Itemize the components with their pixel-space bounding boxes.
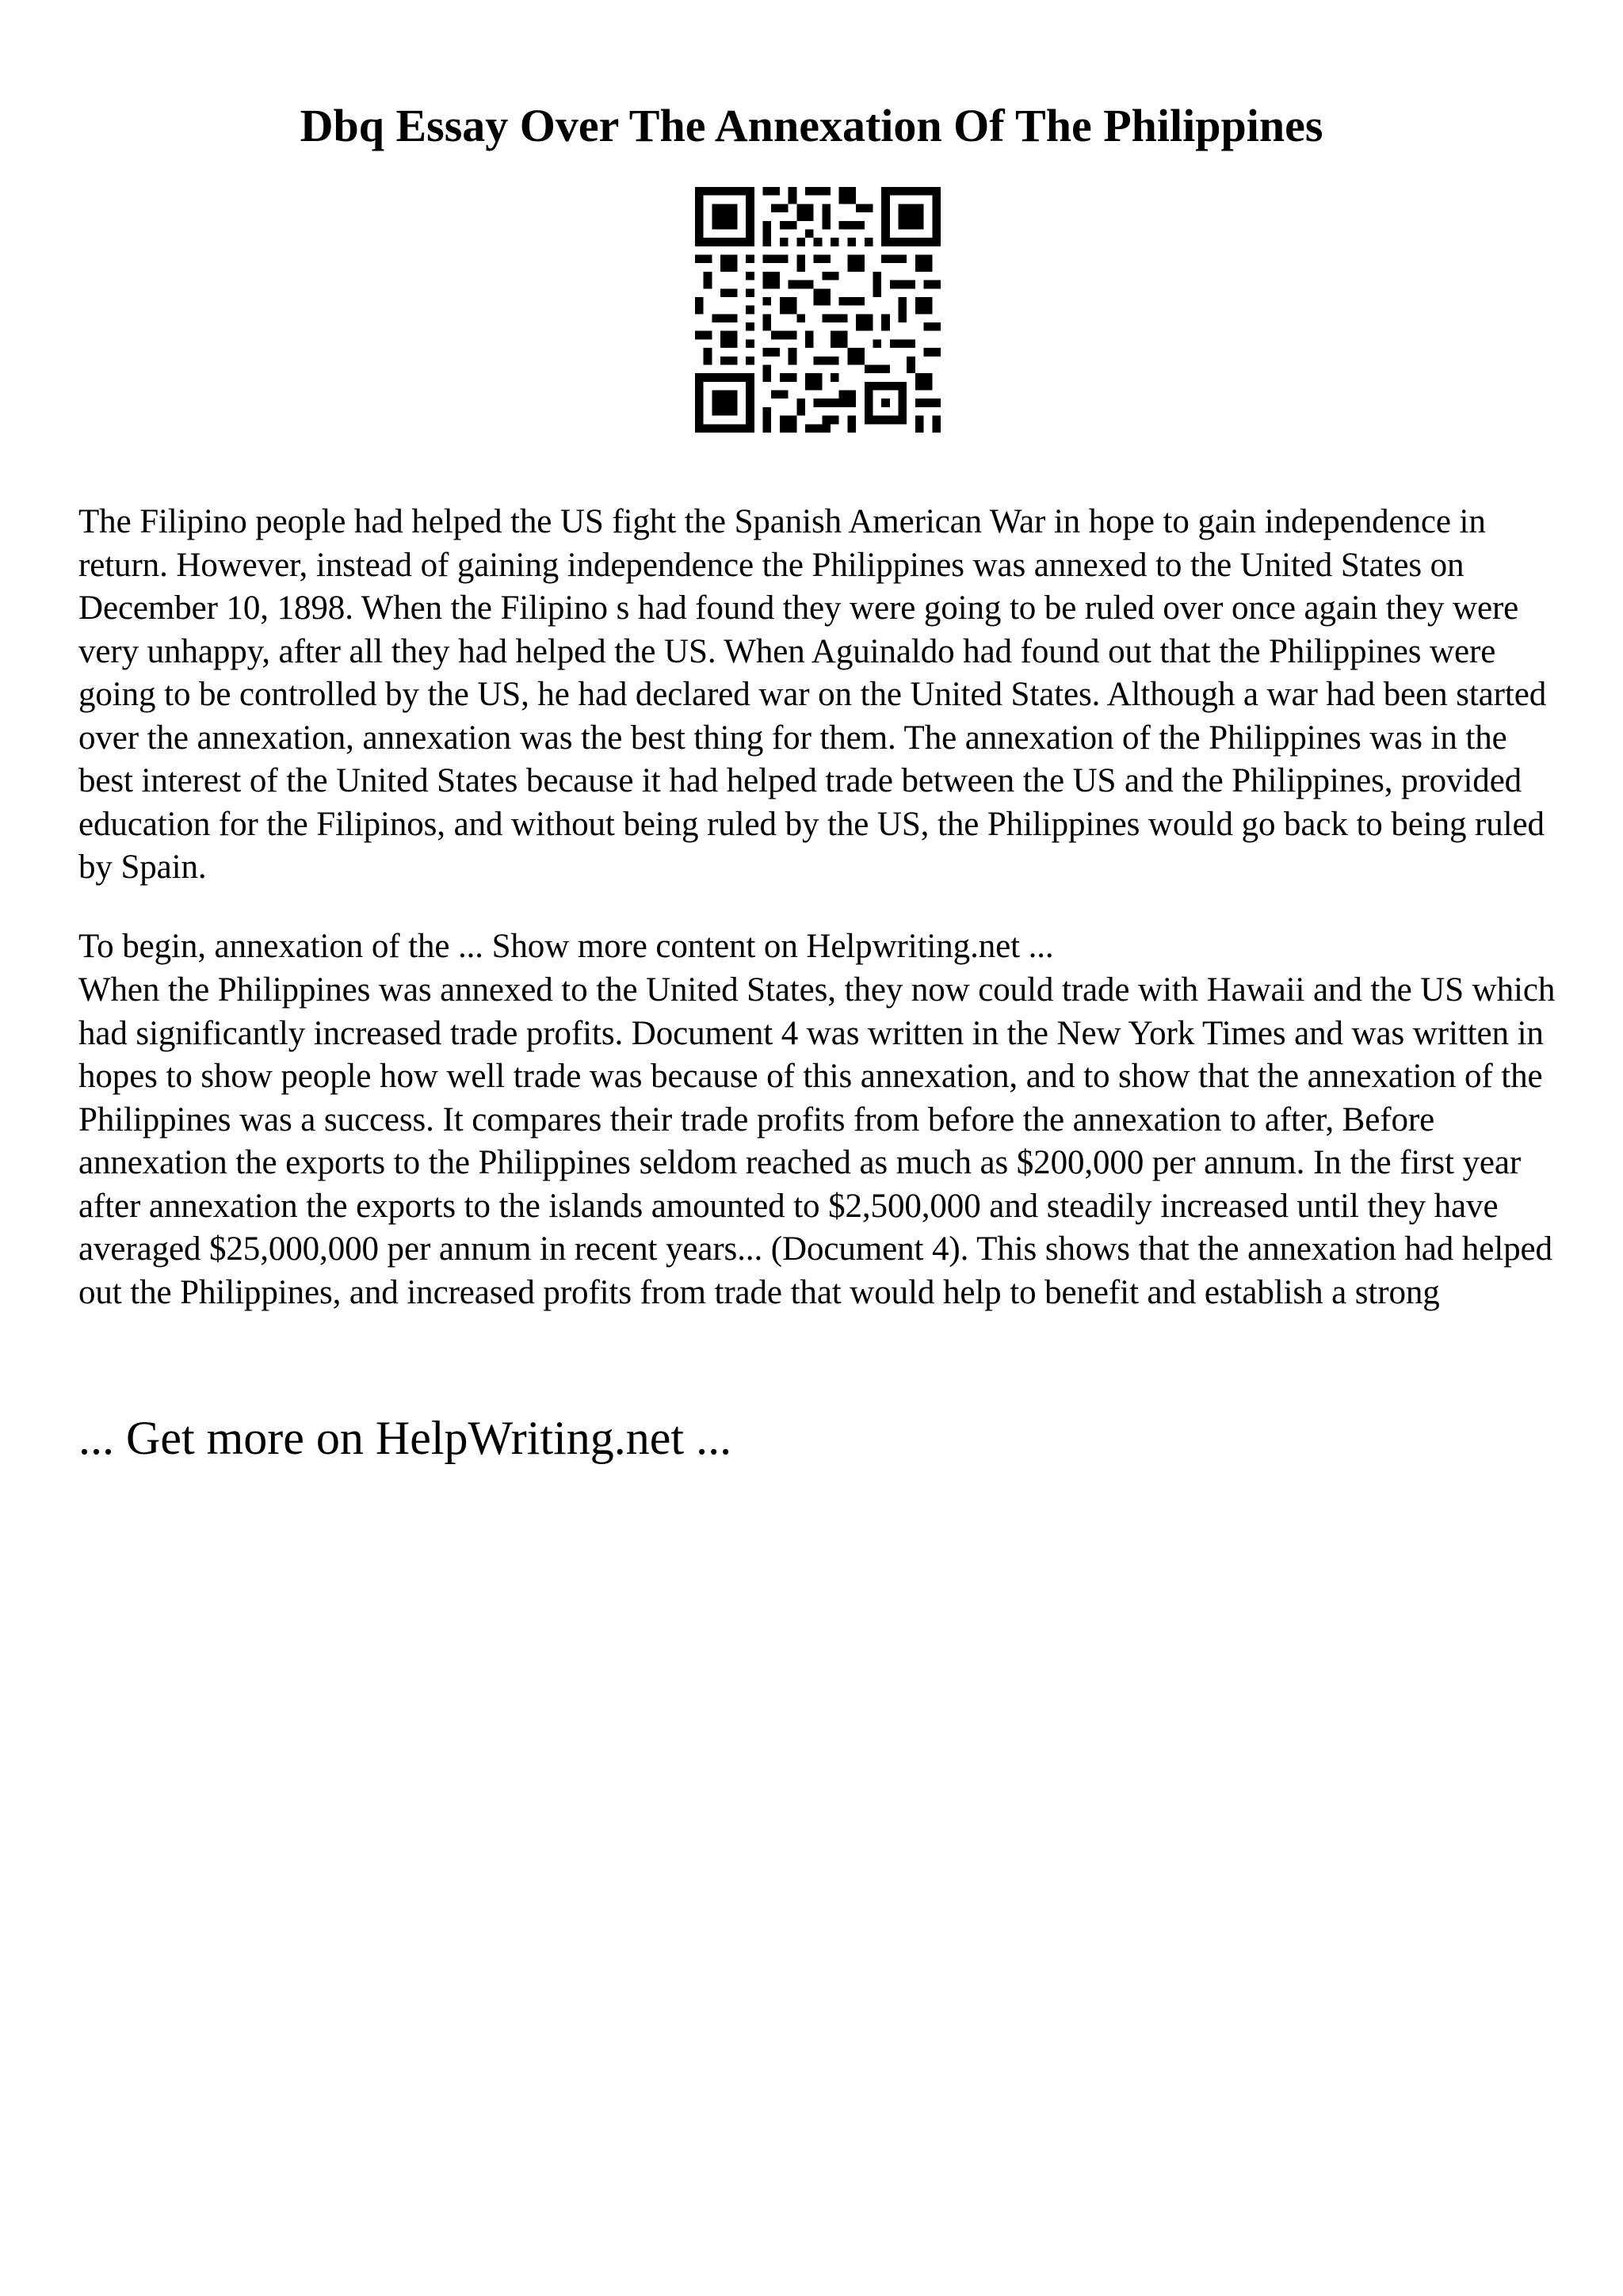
qr-code-icon bbox=[695, 187, 941, 433]
essay-paragraph-1: The Filipino people had helped the US fight the Spanish American War in hope to gain independence in return. However, instead of gaining independence the Philippines was annexed to the United States on December 10, 1898. When the Filipino s had found they were going to be ruled over once again they were very unhappy, after all they had helped the US. When Aguinaldo had found out that the Philippines were going to be controlled by the US, he had declared war on the United States. Although a war had been started over the annexation, annexation was the best thing for them. The annexation of the Philippines was in the best interest of the United States because it had helped trade between the US and the Philippines, provided education for the Filipinos, and without being ruled by the US, the Philippines would go back to being ruled by Spain. bbox=[78, 503, 1547, 886]
document-title: Dbq Essay Over The Annexation Of The Philippines bbox=[300, 100, 1323, 151]
essay-paragraph-2: To begin, annexation of the ... Show more content on Helpwriting.net ... bbox=[78, 928, 1054, 965]
essay-paragraph-3: When the Philippines was annexed to the United States, they now could trade with Hawaii and the US which had significantly increased trade profits. Document 4 was written in the New York Times and was written in hopes to show people how well trade was because of this annexation, and to show that the annexation of the Philippines was a success. It compares their trade profits from before the annexation to after, Before annexation the exports to the Philippines seldom reached as much as $200,000 per annum. In the first year after annexation the exports to the islands amounted to $2,500,000 and steadily increased until they have averaged $25,000,000 per annum in recent years... (Document 4). This shows that the annexation had helped out the Philippines, and increased profits from trade that would help to benefit and establish a strong bbox=[78, 971, 1556, 1311]
get-more-link[interactable]: ... Get more on HelpWriting.net ... bbox=[78, 1412, 732, 1464]
